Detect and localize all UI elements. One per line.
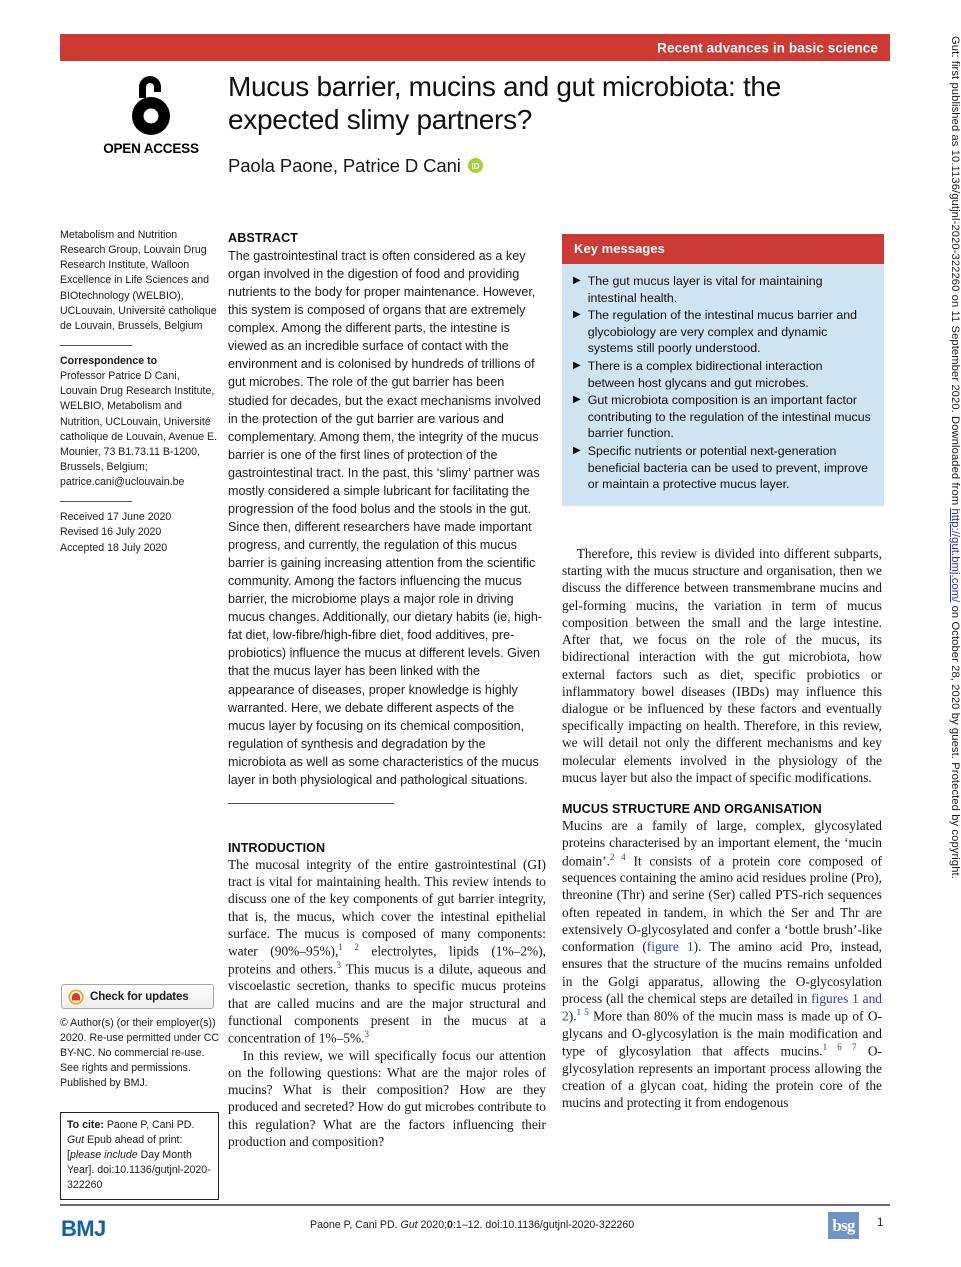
review-overview-paragraph [562, 545, 882, 786]
open-access-label: OPEN ACCESS [103, 141, 199, 156]
correspondence-heading: Correspondence to [60, 354, 158, 367]
to-cite-journal: Gut [67, 1134, 85, 1147]
paragraph [228, 856, 546, 1047]
reference-marker[interactable]: 3 [336, 959, 341, 970]
footer-divider [60, 1204, 890, 1206]
triangle-bullet-icon: ▶ [573, 360, 581, 372]
footer-citation [310, 1219, 634, 1231]
journal-url-link[interactable]: http://gut.bmj.com/ [949, 508, 961, 603]
reference-marker[interactable]: 2 4 [609, 851, 626, 862]
date-received: Received 17 June 2020 [60, 511, 172, 524]
affiliation-text: Metabolism and Nutrition Research Group, Louvain Drug Research Institute, Walloon Excellence in Life Sciences and BIOtechnology (WELBIO), UCLouvain, Université catholique de Louvain, Brussels, Belgium [60, 229, 217, 332]
intro-p1a: The mucosal integrity of the entire gastrointestinal (GI) tract is vital for maintaining health. This review intends to discuss one of the key components of gut barrier integrity, that is, the mucus, which cover the intestinal epithelial surface. The mucus is composed of many components: water (90%–95%), [228, 857, 546, 959]
watermark-before: Gut: first published as 10.1136/gutjnl-2020-322260 on 11 September 2020. Downloaded from [949, 36, 961, 509]
mucus-d: ). [568, 1008, 577, 1024]
date-revised: Revised 16 July 2020 [60, 526, 162, 539]
to-cite-label: To cite: [67, 1119, 104, 1131]
to-cite-italic: please include [69, 1149, 138, 1162]
divider [60, 345, 132, 346]
list-item [573, 392, 871, 442]
divider [60, 501, 132, 502]
authors-row [228, 155, 838, 177]
open-lock-icon [125, 72, 177, 138]
triangle-bullet-icon: ▶ [573, 309, 581, 321]
mucus-b: It consists of a protein core composed of sequences containing the amino acid residues proline (Pro), threonine (Thr) and serine (Ser) called PTS-rich sequences often repeated in tandem, in which the Ser and Thr are extensively O-glycosylated and confer a ‘bottle brush’-like conformation ( [562, 852, 883, 955]
mucus-f: O-glycosylation represents an important process allowing the creation of a glycan coat, hiding the protein core of the mucins and protecting it from endogenous [562, 1043, 882, 1110]
paragraph [562, 817, 882, 1111]
reference-marker[interactable]: 3 [364, 1029, 369, 1040]
check-for-updates-button[interactable] [61, 984, 214, 1009]
page-title: Mucus barrier, mucins and gut microbiota: the expected slimy partners? [228, 71, 781, 136]
list-item [573, 443, 871, 493]
mucus-e: More than 80% of the mucin mass is made up of O-glycans and O-glycosylation is the main modification and type of glycosylation that affects mucins. [562, 1008, 882, 1059]
triangle-bullet-icon: ▶ [573, 445, 581, 457]
key-messages-list [562, 264, 884, 506]
mucus-c: ). The amino acid Pro, instead, ensures that the structure of the mucins remains unfolded in the Golgi apparatus, allowing the O-glycosylation process (all the chemical steps are detailed in [562, 939, 882, 1006]
crossmark-icon [68, 989, 84, 1005]
divider [228, 803, 394, 804]
watermark-after: on October 28, 2020 by guest. Protected by copyright. [949, 602, 961, 879]
section-banner [60, 34, 890, 61]
title-block [228, 70, 838, 177]
triangle-bullet-icon: ▶ [573, 394, 581, 406]
correspondence-text: Professor Patrice D Cani, Louvain Drug Research Institute, WELBIO, Metabolism and Nutrition, UCLouvain, Université catholique de Louvain, Avenue E. Mounier, 73 B1.73.11 B-1200, Brussels, Belgium; patrice.cani@uclouvain.be [60, 370, 218, 489]
triangle-bullet-icon: ▶ [573, 275, 581, 286]
introduction-body [228, 856, 546, 1150]
to-cite-authors: Paone P, Cani PD. [103, 1119, 195, 1131]
bmj-logo: BMJ [61, 1216, 106, 1241]
page-number: 1 [877, 1217, 884, 1229]
mucus-structure-body [562, 817, 882, 1111]
list-item-label: Specific nutrients or potential next-generation beneficial bacteria can be used to prevent, improve or maintain a protective mucus layer. [587, 444, 869, 492]
list-item-label: Gut microbiota composition is an important factor contributing to the regulation of the intestinal mucus barrier function. [587, 393, 871, 441]
right-body-column [562, 545, 882, 1111]
list-item [573, 358, 871, 391]
list-item [573, 307, 871, 357]
footer-cite-c: :1–12. doi:10.1136/gutjnl-2020-322260 [452, 1219, 635, 1231]
footer-cite-a: Paone P, Cani PD. [310, 1219, 401, 1231]
check-for-updates-label: Check for updates [90, 990, 189, 1003]
figure-link[interactable]: figures 1 and 2 [562, 990, 882, 1024]
footer-cite-volume: 0 [447, 1219, 453, 1231]
list-item-label: The gut mucus layer is vital for maintaining intestinal health. [587, 274, 823, 305]
watermark [895, 0, 961, 1267]
key-messages-box [562, 234, 884, 506]
copyright-text: © Author(s) (or their employer(s)) 2020. Re-use permitted under CC BY-NC. No commercial re-use. See rights and permissions. Published by BMJ. [60, 1017, 219, 1090]
to-cite-box [60, 1112, 219, 1200]
margin-column [60, 228, 218, 556]
abstract-section [228, 231, 546, 804]
list-item [573, 273, 871, 306]
introduction-section [228, 841, 546, 1150]
orcid-icon[interactable] [468, 158, 483, 173]
paragraph: Therefore, this review is divided into different subparts, starting with the mucus structure and organisation, then we discuss the difference between transmembrane mucins and gel-forming mucins, the variation in term of mucus composition between the small and the large intestine. After that, we focus on the role of the mucus, its bidirectional interaction with the gut microbiota, how external factors such as diet, specific probiotics or inflammatory bowel diseases (IBDs) may influence this dialogue or be influenced by these factors and eventually specifically impacting on health. Therefore, in this review, we will detail not only the different mechanisms and key molecular elements involved in the physiology of the mucus layer but also the impact of specific modifications. [562, 546, 882, 785]
intro-p1c: This mucus is a dilute, aqueous and viscoelastic secretion, thanks to specific mucus proteins that are called mucins and are the major structural and functional components present in the mucus at a concentration of 1%–5%. [228, 961, 546, 1046]
banner-label: Recent advances in basic science [657, 40, 878, 55]
mucus-structure-heading: MUCUS STRUCTURE AND ORGANISATION [562, 802, 822, 817]
reference-marker[interactable]: 1 6 7 [822, 1041, 857, 1052]
figure-link[interactable]: figure 1 [646, 939, 694, 955]
reference-marker[interactable]: 1 2 [338, 942, 359, 953]
mucus-a: Mucins are a family of large, complex, glycosylated proteins characterised by an important element, the ‘mucin domain’. [562, 818, 882, 868]
footer-cite-journal: Gut [400, 1219, 418, 1231]
list-item-label: There is a complex bidirectional interaction between host glycans and gut microbes. [587, 359, 823, 390]
watermark-text [949, 36, 961, 1216]
to-cite-part2: Epub ahead of print: [ [67, 1134, 183, 1162]
svg-text:iD: iD [471, 161, 480, 171]
date-accepted: Accepted 18 July 2020 [60, 541, 168, 554]
list-item-label: The regulation of the intestinal mucus barrier and glycobiology are very complex and dynamic systems still poorly understood. [587, 308, 858, 356]
introduction-heading: INTRODUCTION [228, 841, 326, 855]
intro-p1b: electrolytes, lipids (1%–2%), proteins and others. [228, 943, 547, 977]
key-messages-heading: Key messages [562, 234, 884, 264]
bsg-logo: bsg [828, 1212, 859, 1239]
abstract-heading: ABSTRACT [228, 231, 299, 245]
abstract-text: The gastrointestinal tract is often considered as a key organ involved in the digestion of food and providing nutrients to the body for proper maintenance. However, this system is composed of organs that are extremely complex. Among the different parts, the intestine is viewed as an incredible surface of contact with the environment and is colonised by hundreds of trillions of gut microbes. The role of the gut barrier has been studied for decades, but the exact mechanisms involved in the protection of the gut barrier are various and complementary. Among them, the integrity of the mucus barrier is one of the first lines of protection of the gastrointestinal tract. In the past, this ‘slimy’ partner was mostly considered a simple lubricant for facilitating the progression of the food bolus and the stools in the gut. Since then, different researchers have made important progress, and currently, the regulation of this mucus barrier is gaining increasing attention from the scientific community. Among the factors influencing the mucus barrier, the microbiome plays a major role in driving mucus changes. Additionally, our dietary habits (ie, high-fat diet, low-fibre/high-fibre diet, food additives, pre- probiotics) influence the mucus at different levels. Given that the mucus layer has been linked with the appearance of diseases, proper knowledge is highly warranted. Here, we debate different aspects of the mucus layer by focusing on its chemical composition, regulation of synthesis and degradation by the microbiota as well as some characteristics of the mucus layer in both physiological and pathological situations. [228, 249, 543, 787]
footer-cite-b: 2020; [417, 1219, 448, 1231]
paragraph: In this review, we will specifically focus our attention on the following questions: What are the major roles of mucins? What is their composition? How are they produced and secreted? How do gut microbes contribute to this regulation? What are the factors influencing their production and composition? [228, 1047, 546, 1149]
author-list: Paola Paone, Patrice D Cani [228, 154, 461, 176]
open-access-badge [95, 72, 207, 156]
to-cite-part3: Day Month Year]. doi:10.1136/gutjnl-2020-322260 [67, 1149, 211, 1192]
reference-marker[interactable]: 1 5 [576, 1006, 589, 1017]
